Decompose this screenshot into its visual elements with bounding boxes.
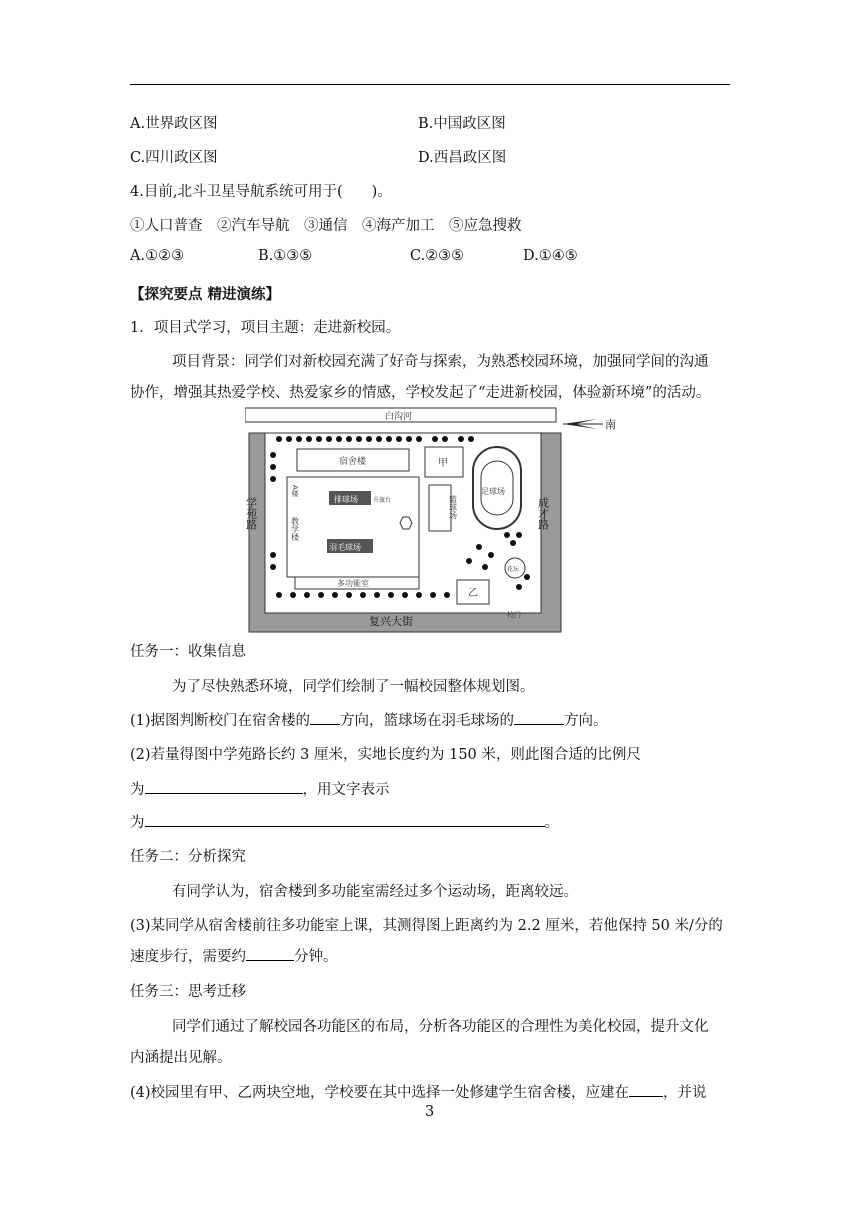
q4-option-a: A.①②③ xyxy=(130,248,185,264)
question-2-line1: (2)若量得图中学苑路长约 3 厘米，实地长度约为 150 米，则此图合适的比例尺 xyxy=(130,747,641,763)
flowerbed-label: 花坛 xyxy=(507,566,520,573)
header-rule xyxy=(130,84,730,85)
q1-part2: 方向，篮球场在羽毛球场的 xyxy=(340,713,515,729)
question-4-stem: 4.目前,北斗卫星导航系统可用于( )。 xyxy=(130,184,392,200)
xueyuan-road-1: 学苑路 xyxy=(245,497,258,530)
q2-blank2[interactable] xyxy=(145,812,545,827)
question-2-line2 xyxy=(130,778,390,799)
task1-desc: 为了尽快熟悉环境，同学们绘制了一幅校园整体规划图。 xyxy=(172,679,535,695)
q4-option-b: B.①③⑤ xyxy=(258,248,313,264)
q2-blank1[interactable] xyxy=(145,779,303,794)
flag-label: 升旗台 xyxy=(373,497,392,504)
volleyball-label: 排球场 xyxy=(334,495,358,504)
q4-part2: ，并说 xyxy=(663,1085,707,1101)
option-c: C.四川政区图 xyxy=(130,150,218,166)
q4-blank[interactable] xyxy=(629,1082,663,1097)
q2-wei-1: 为 xyxy=(130,782,145,798)
task3-desc-line2: 内涵提出见解。 xyxy=(130,1050,232,1066)
question-1 xyxy=(130,709,608,730)
q4-option-c: C.②③⑤ xyxy=(410,248,465,264)
basketball-label: 篮球场 xyxy=(448,495,458,519)
project-background-line1: 项目背景：同学们对新校园充满了好奇与探索，为熟悉校园环境，加强同学间的沟通 xyxy=(172,354,709,370)
q3-blank[interactable] xyxy=(246,946,294,961)
flagpole-icon xyxy=(400,517,412,529)
page-number: 3 xyxy=(425,1104,435,1120)
q1-part3: 方向。 xyxy=(564,713,608,729)
gate-label: 校门 xyxy=(507,611,521,619)
north-arrow-icon xyxy=(563,419,603,429)
badminton-label: 羽毛球场 xyxy=(329,543,361,552)
q4-part1: (4)校园里有甲、乙两块空地，学校要在其中选择一处修建学生宿舍楼，应建在 xyxy=(130,1085,630,1101)
question-3-line2 xyxy=(130,945,338,966)
fuxing-street: 复兴大街 xyxy=(369,615,413,628)
multi-label: 多功能室 xyxy=(337,579,369,588)
dorm-label: 宿舍楼 xyxy=(339,457,367,467)
q1-blank1[interactable] xyxy=(310,710,340,725)
q3-part2: 分钟。 xyxy=(294,949,338,965)
building-a-label: A楼 xyxy=(291,485,299,497)
q1-blank2[interactable] xyxy=(514,710,564,725)
q2-wei-2: 为 xyxy=(130,815,145,831)
project-title: 1．项目式学习，项目主题：走进新校园。 xyxy=(130,320,401,336)
section-title: 【探究要点 精进演练】 xyxy=(130,286,281,303)
river-label: 白沟河 xyxy=(385,412,413,422)
teaching-label: 教学楼 xyxy=(290,517,300,541)
option-b: B.中国政区图 xyxy=(418,116,506,132)
question-2-line3 xyxy=(130,811,559,832)
campus-map xyxy=(245,405,625,635)
q1-part1: (1)据图判断校门在宿舍楼的 xyxy=(130,713,311,729)
q2-end: 。 xyxy=(544,815,559,831)
football-label: 足球场 xyxy=(481,487,505,496)
north-arrow-label: 南 xyxy=(605,418,616,431)
task1-title: 任务一：收集信息 xyxy=(130,644,246,660)
option-d: D.西昌政区图 xyxy=(418,150,507,166)
project-background-line2: 协作，增强其热爱学校、热爱家乡的情感，学校发起了“走进新校园，体验新环境”的活动。 xyxy=(130,385,711,401)
plot-jia-label: 甲 xyxy=(438,458,448,469)
chengcai-road: 成才路 xyxy=(536,497,550,530)
q2-text: ，用文字表示 xyxy=(302,782,390,798)
task2-desc: 有同学认为，宿舍楼到多功能室需经过多个运动场，距离较远。 xyxy=(172,884,578,900)
question-4-items: ①人口普查 ②汽车导航 ③通信 ④海产加工 ⑤应急搜救 xyxy=(130,218,522,234)
option-a: A.世界政区图 xyxy=(130,116,218,132)
task3-title: 任务三：思考迁移 xyxy=(130,984,246,1000)
plot-yi-label: 乙 xyxy=(468,588,478,599)
q3-part1: 速度步行，需要约 xyxy=(130,949,246,965)
task3-desc-line1: 同学们通过了解校园各功能区的布局，分析各功能区的合理性为美化校园，提升文化 xyxy=(172,1019,709,1035)
task2-title: 任务二：分析探究 xyxy=(130,849,246,865)
q4-option-d: D.①④⑤ xyxy=(523,248,578,264)
question-4 xyxy=(130,1081,707,1102)
question-3-line1: (3)某同学从宿舍楼前往多功能室上课，其测得图上距离约为 2.2 厘米，若他保持 50 米/分的 xyxy=(130,918,723,934)
